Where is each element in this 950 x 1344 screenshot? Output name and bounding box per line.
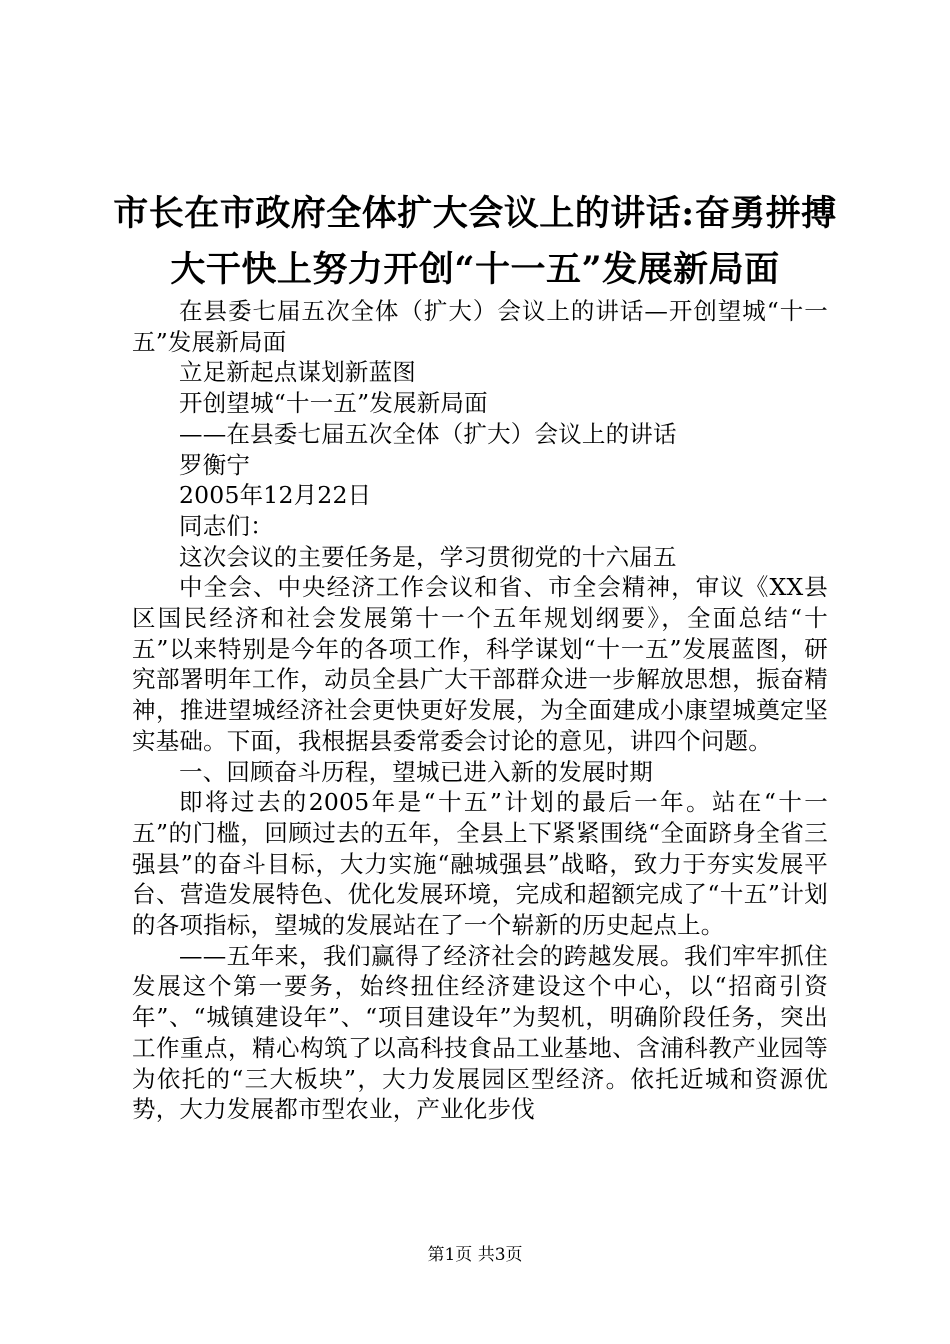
document-body <box>132 296 828 1125</box>
document-title: 市长在市政府全体扩大会议上的讲话:奋勇拼搏大干快上努力开创“十一五”发展新局面 <box>113 193 837 290</box>
paragraph-subtitle-2: 开创望城“十一五”发展新局面 <box>179 389 488 418</box>
section-heading-1: 一、回顾奋斗历程，望城已进入新的发展时期 <box>179 757 653 786</box>
paragraph-intro-body: 中全会、中央经济工作会议和省、市全会精神，审议《XX县区国民经济和社会发展第十一个五年规划纲要》，全面总结“十五”以来特别是今年的各项工作，科学谋划“十一五”发展蓝图，研究部署明年工作，动员全县广大干部群众进一步解放思想，振奋精神，推进望城经济社会更快更好发展，为全面建成小康望城奠定坚实基础。下面，我根据县委常委会讨论的意见，讲四个问题。 <box>132 573 828 755</box>
paragraph-review: 即将过去的2005年是“十五”计划的最后一年。站在“十一五”的门槛，回顾过去的五年，全县上下紧紧围绕“全面跻身全省三强县”的奋斗目标，大力实施“融城强县”战略，致力于夯实发展平台、营造发展特色、优化发展环境，完成和超额完成了“十五”计划的各项指标，望城的发展站在了一个崭新的历史起点上。 <box>132 788 828 940</box>
paragraph-heading-line: 在县委七届五次全体（扩大）会议上的讲话—开创望城“十一五”发展新局面 <box>132 297 828 356</box>
paragraph-salutation: 同志们： <box>179 511 274 540</box>
paragraph-occasion: ——在县委七届五次全体（扩大）会议上的讲话 <box>179 419 677 448</box>
paragraph-author: 罗衡宁 <box>179 450 251 479</box>
paragraph-achievements: ——五年来，我们赢得了经济社会的跨越发展。我们牢牢抓住发展这个第一要务，始终扭住经济建设这个中心，以“招商引资年”、“城镇建设年”、“项目建设年”为契机，明确阶段任务，突出工作重点，精心构筑了以高科技食品工业基地、含浦科教产业园等为依托的“三大板块”，大力发展园区型经济。依托近城和资源优势，大力发展都市型农业，产业化步伐 <box>132 941 828 1124</box>
paragraph-subtitle-1: 立足新起点谋划新蓝图 <box>179 358 416 387</box>
page-number-footer: 第1页 共3页 <box>427 1245 523 1265</box>
paragraph-date: 2005年12月22日 <box>179 481 372 510</box>
paragraph-intro-start: 这次会议的主要任务是，学习贯彻党的十六届五 <box>179 542 677 571</box>
